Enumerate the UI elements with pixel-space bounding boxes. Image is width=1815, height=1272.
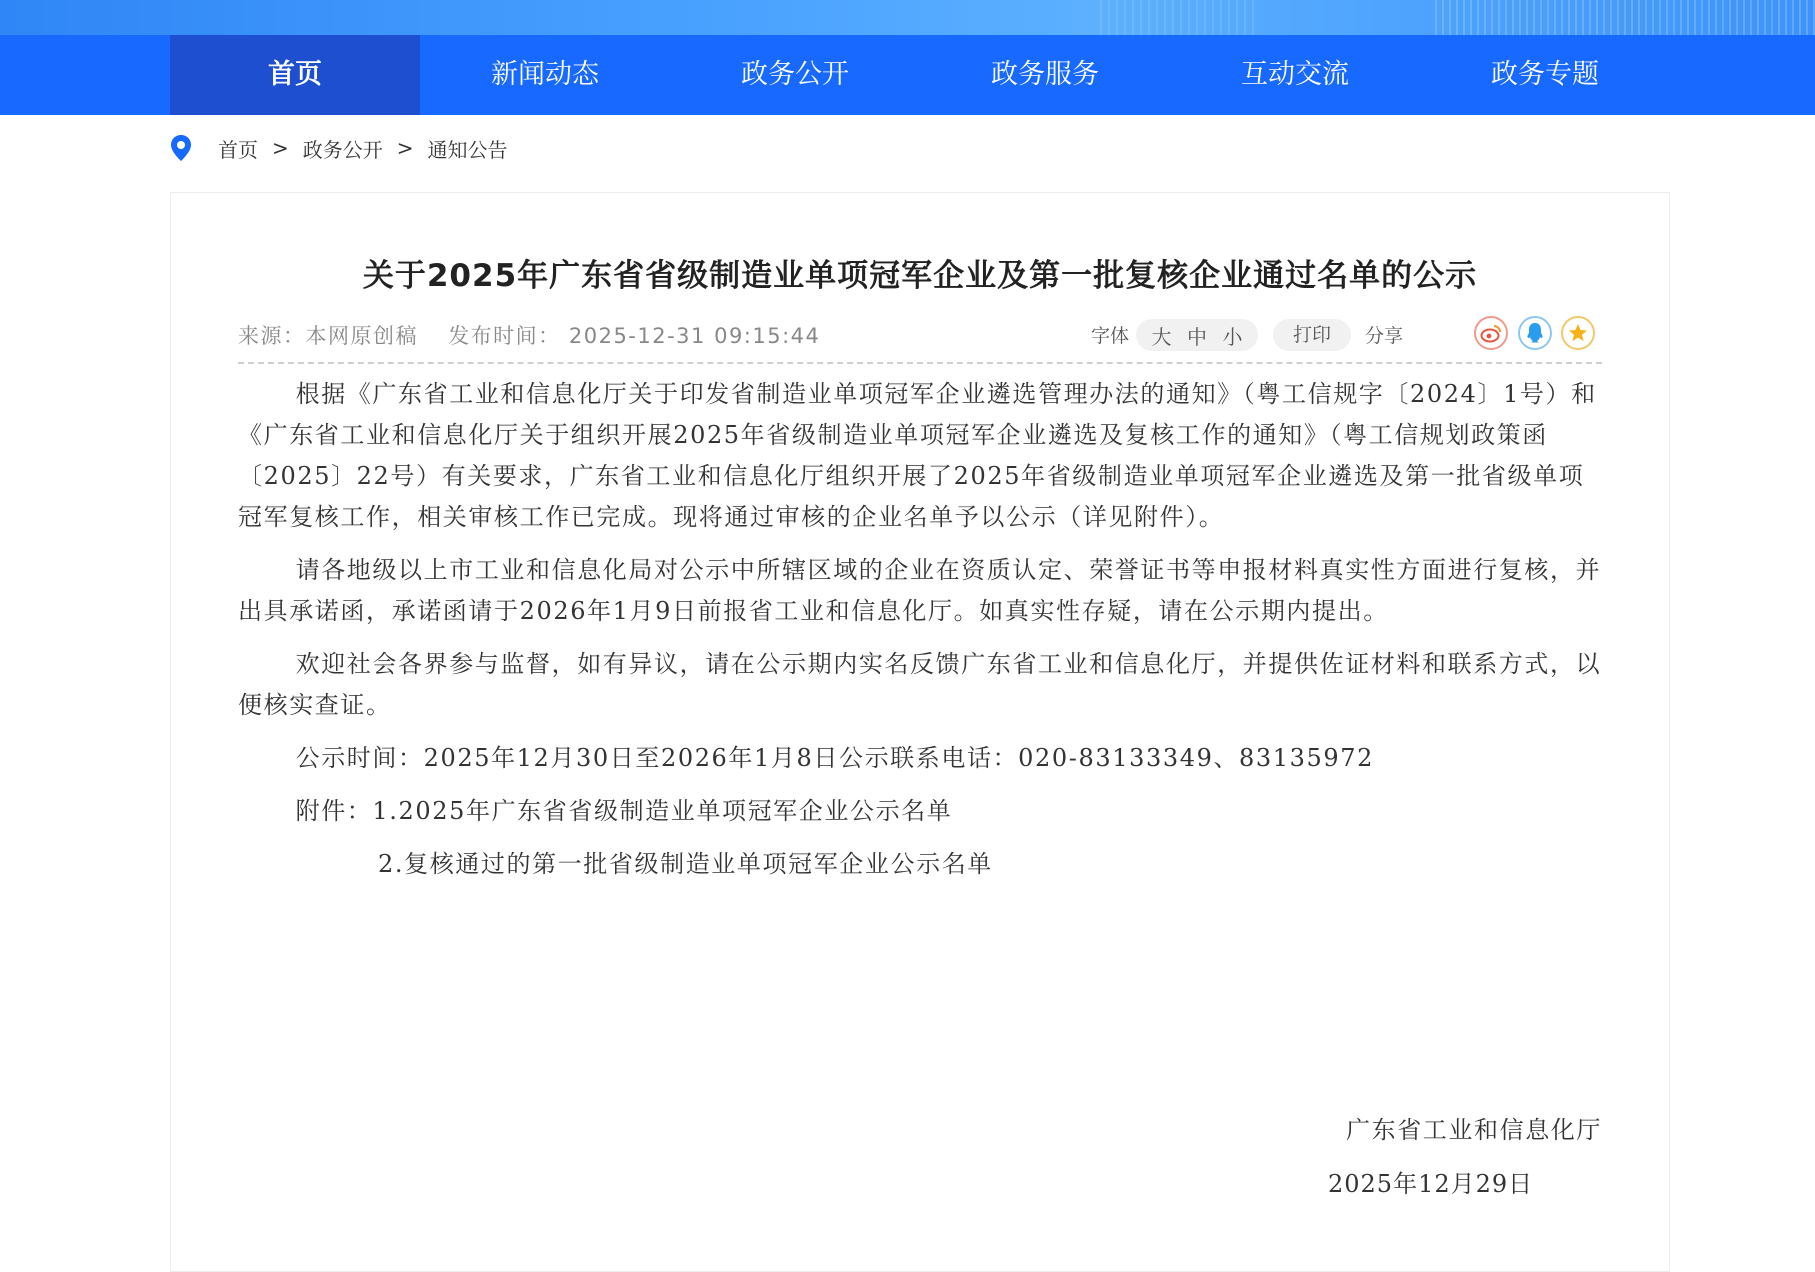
top-banner: [0, 0, 1815, 35]
banner-decoration: [1100, 0, 1260, 35]
font-size-label: 字体: [1091, 325, 1130, 347]
breadcrumb-separator: >: [396, 136, 414, 160]
article-body: [238, 374, 1604, 897]
nav-item-home[interactable]: 首页: [170, 35, 420, 115]
main-nav: [0, 35, 1815, 115]
font-size-small-button[interactable]: 小: [1222, 324, 1243, 349]
article-publish-time: 发布时间： 2025-12-31 09:15:44: [448, 324, 821, 348]
signature-date: 2025年12月29日: [1328, 1170, 1534, 1198]
font-size-large-button[interactable]: 大: [1151, 324, 1172, 349]
nav-item-services[interactable]: 政务服务: [991, 59, 1099, 90]
breadcrumb-item-gov-affairs[interactable]: 政务公开: [302, 137, 383, 162]
article-meta: [238, 322, 1602, 360]
article-source: 来源：本网原创稿: [238, 324, 418, 348]
paragraph: 请各地级以上市工业和信息化局对公示中所辖区域的企业在资质认定、荣誉证书等申报材料真实性方面进行复核，并出具承诺函，承诺函请于2026年1月9日前报省工业和信息化厅。如真实性存疑，请在公示期内提出。: [238, 556, 1602, 625]
font-size-switcher: [1136, 319, 1258, 351]
print-button[interactable]: 打印: [1273, 319, 1351, 351]
nav-item-topics[interactable]: 政务专题: [1491, 59, 1599, 90]
attachment-link-1[interactable]: 附件：1.2025年广东省省级制造业单项冠军企业公示名单: [295, 797, 953, 825]
font-size-medium-button[interactable]: 中: [1187, 324, 1207, 349]
meta-divider: [238, 362, 1602, 364]
attachment-link-2[interactable]: 2.复核通过的第一批省级制造业单项冠军企业公示名单: [378, 850, 993, 878]
banner-decoration: [1435, 0, 1815, 35]
paragraph: 公示时间：2025年12月30日至2026年1月8日公示联系电话：020-83133349、83135972: [295, 744, 1374, 772]
location-pin-icon: [170, 134, 192, 162]
share-label: 分享: [1365, 325, 1404, 347]
qq-icon[interactable]: [1518, 316, 1552, 350]
signature-org: 广东省工业和信息化厅: [1346, 1116, 1602, 1144]
paragraph: 欢迎社会各界参与监督，如有异议，请在公示期内实名反馈广东省工业和信息化厅，并提供佐证材料和联系方式，以便核实查证。: [238, 650, 1602, 719]
article-title: 关于2025年广东省省级制造业单项冠军企业及第一批复核企业通过名单的公示: [362, 258, 1478, 294]
nav-item-interaction[interactable]: 互动交流: [1241, 59, 1349, 90]
nav-item-gov-affairs[interactable]: 政务公开: [741, 59, 849, 90]
nav-item-news[interactable]: 新闻动态: [491, 59, 599, 90]
breadcrumb-separator: >: [272, 136, 289, 160]
breadcrumb-item-notices[interactable]: 通知公告: [427, 137, 508, 162]
favorite-icon[interactable]: [1561, 316, 1595, 350]
weibo-icon[interactable]: [1474, 316, 1508, 350]
breadcrumb: [170, 133, 508, 163]
paragraph: 根据《广东省工业和信息化厅关于印发省制造业单项冠军企业遴选管理办法的通知》（粤工信规字〔2024〕1号）和《广东省工业和信息化厅关于组织开展2025年省级制造业单项冠军企业遴选及复核工作的通知》（粤工信规划政策函〔2025〕22号）有关要求，广东省工业和信息化厅组织开展了2025年省级制造业单项冠军企业遴选及第一批省级单项冠军复核工作，相关审核工作已完成。现将通过审核的企业名单予以公示（详见附件）。: [238, 380, 1597, 531]
breadcrumb-item-home[interactable]: 首页: [218, 137, 258, 162]
